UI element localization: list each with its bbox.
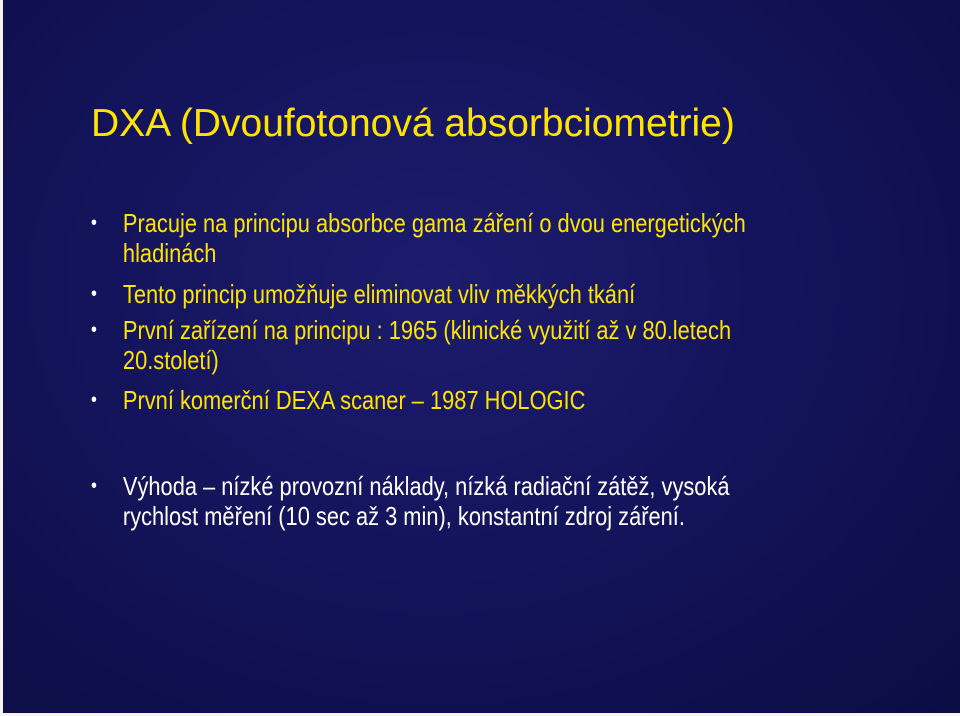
bullet-text: Tento princip umožňuje eliminovat vliv měkkých tkání [122, 279, 636, 309]
bullet-marker: • [91, 389, 97, 411]
bullet-item [91, 279, 746, 309]
bullet-item [91, 315, 746, 375]
bullet-marker: • [91, 319, 97, 341]
bullet-marker: • [91, 475, 97, 497]
bullet-text: První zařízení na principu : 1965 (klinické využití až v 80.letech 20.století) [122, 315, 732, 375]
bullet-marker: • [91, 212, 97, 234]
bullet-item [91, 471, 746, 531]
bullet-text: Výhoda – nízké provozní náklady, nízká radiační zátěž, vysoká rychlost měření (10 sec až 3 min), konstantní zdroj záření. [122, 471, 730, 531]
slide-title: DXA (Dvoufotonová absorbciometrie) [91, 102, 735, 145]
bullet-text: První komerční DEXA scaner – 1987 HOLOGIC [122, 385, 586, 415]
bullet-item [91, 385, 746, 415]
bullet-text: Pracuje na principu absorbce gama záření o dvou energetických hladinách [122, 208, 746, 268]
bullet-marker: • [91, 283, 97, 305]
bullet-item [91, 208, 746, 268]
